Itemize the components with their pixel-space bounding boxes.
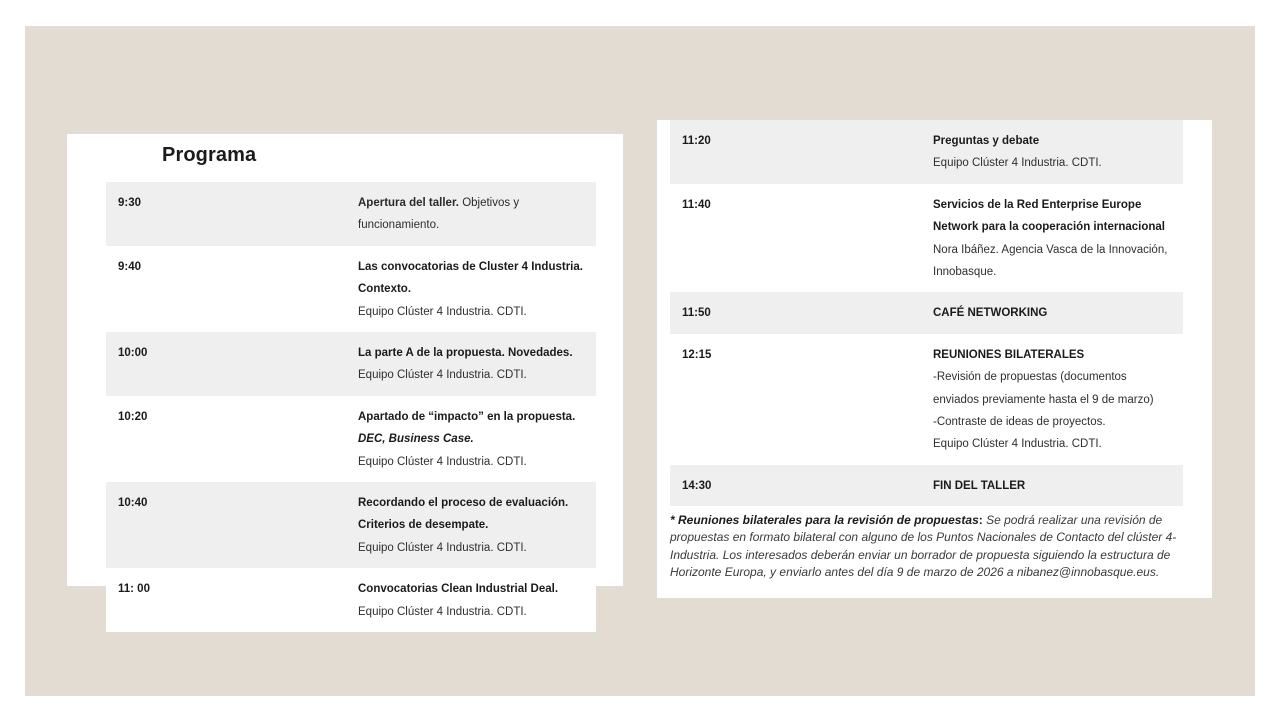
schedule-row-line: Recordando el proceso de evaluación. [358,497,569,510]
schedule-row [670,465,1183,506]
schedule-row-description [358,492,596,559]
schedule-row-time: 11:50 [682,307,711,320]
schedule-row-line: DEC, Business Case. [358,433,474,446]
schedule-row-time: 10:40 [118,497,148,510]
schedule-row-time: 14:30 [682,479,712,492]
schedule-row-line: Equipo Clúster 4 Industria. CDTI. [358,369,527,382]
schedule-row-line: Innobasque. [933,266,997,279]
schedule-row [106,332,596,396]
schedule-row-line: Criterios de desempate. [358,519,489,532]
schedule-row-line: funcionamiento. [358,219,440,232]
schedule-row-description [933,130,1183,175]
footnote-bilateral-meetings [670,512,1183,582]
schedule-row-line: Equipo Clúster 4 Industria. CDTI. [358,305,527,318]
footnote-body: Se podrá realizar una revisión de propuestas en formato bilateral con alguno de los Puntos Nacionales de Contacto del clúster 4-Industria. Los interesados deberán enviar un borrador de propuesta siguiendo la estructura de Horizonte Europa, y enviarlo antes del día 9 de marzo de 2026 a nibanez@innobasque.eus. [670,513,1177,580]
schedule-row-line: Equipo Clúster 4 Industria. CDTI. [933,438,1102,451]
schedule-row [106,568,596,632]
schedule-row-time: 11: 00 [118,583,150,596]
schedule-row-description [933,344,1183,456]
schedule-row [106,246,596,332]
schedule-table-left [106,182,596,632]
schedule-row-line: Nora Ibáñez. Agencia Vasca de la Innovación, [933,243,1168,256]
schedule-row [670,184,1183,293]
schedule-row-line: -Revisión de propuestas (documentos [933,371,1127,384]
schedule-row-description [933,302,1183,324]
schedule-row-line: Contexto. [358,283,412,296]
schedule-table-right [670,120,1183,506]
schedule-row-line: Equipo Clúster 4 Industria. CDTI. [358,605,527,618]
schedule-row-description [358,256,596,323]
schedule-row-description [358,192,596,237]
schedule-row-description [933,194,1183,284]
schedule-row-line: REUNIONES BILATERALES [933,348,1085,361]
schedule-row-description [933,475,1183,497]
schedule-row-time: 11:20 [682,135,711,147]
schedule-row-line: enviados previamente hasta el 9 de marzo) [933,393,1154,406]
schedule-row [670,334,1183,465]
schedule-row-line: Equipo Clúster 4 Industria. CDTI. [358,455,527,468]
schedule-row-line: Network para la cooperación internacional [933,221,1165,234]
schedule-row-time: 10:20 [118,410,148,423]
schedule-row-line: La parte A de la propuesta. Novedades. [358,347,573,360]
schedule-row-description [358,578,596,623]
schedule-row [106,396,596,482]
schedule-row [670,292,1183,333]
schedule-row-description [358,342,596,387]
schedule-row-line: Equipo Clúster 4 Industria. CDTI. [358,541,527,554]
schedule-row-line: Convocatorias Clean Industrial Deal. [358,583,559,596]
schedule-row-time: 11:40 [682,198,711,211]
schedule-row [106,182,596,246]
schedule-row-line: CAFÉ NETWORKING [933,307,1048,320]
schedule-row-line: Apertura del taller. Objetivos y [358,197,520,209]
schedule-row-time: 10:00 [118,347,148,360]
schedule-row-line: Servicios de la Red Enterprise Europe [933,198,1142,211]
footnote-colon: : [978,513,983,527]
footnote-lead: * Reuniones bilaterales para la revisión de propuestas [670,513,979,527]
schedule-row-line: FIN DEL TALLER [933,479,1026,492]
schedule-row-description [358,406,596,473]
schedule-row-line: Apartado de “impacto” en la propuesta. [358,410,576,423]
schedule-row-time: 12:15 [682,348,712,361]
schedule-row [106,482,596,568]
schedule-row-line: Las convocatorias de Cluster 4 Industria. [358,260,583,273]
program-card-right [657,120,1212,598]
schedule-row-line: Equipo Clúster 4 Industria. CDTI. [933,157,1102,170]
schedule-row-line: Preguntas y debate [933,135,1040,147]
program-card-left [67,134,623,618]
schedule-row-time: 9:40 [118,260,142,273]
schedule-row-time: 9:30 [118,197,142,209]
schedule-row-line: -Contraste de ideas de proyectos. [933,416,1106,429]
schedule-row [670,120,1183,184]
page-title: Programa [162,144,257,166]
